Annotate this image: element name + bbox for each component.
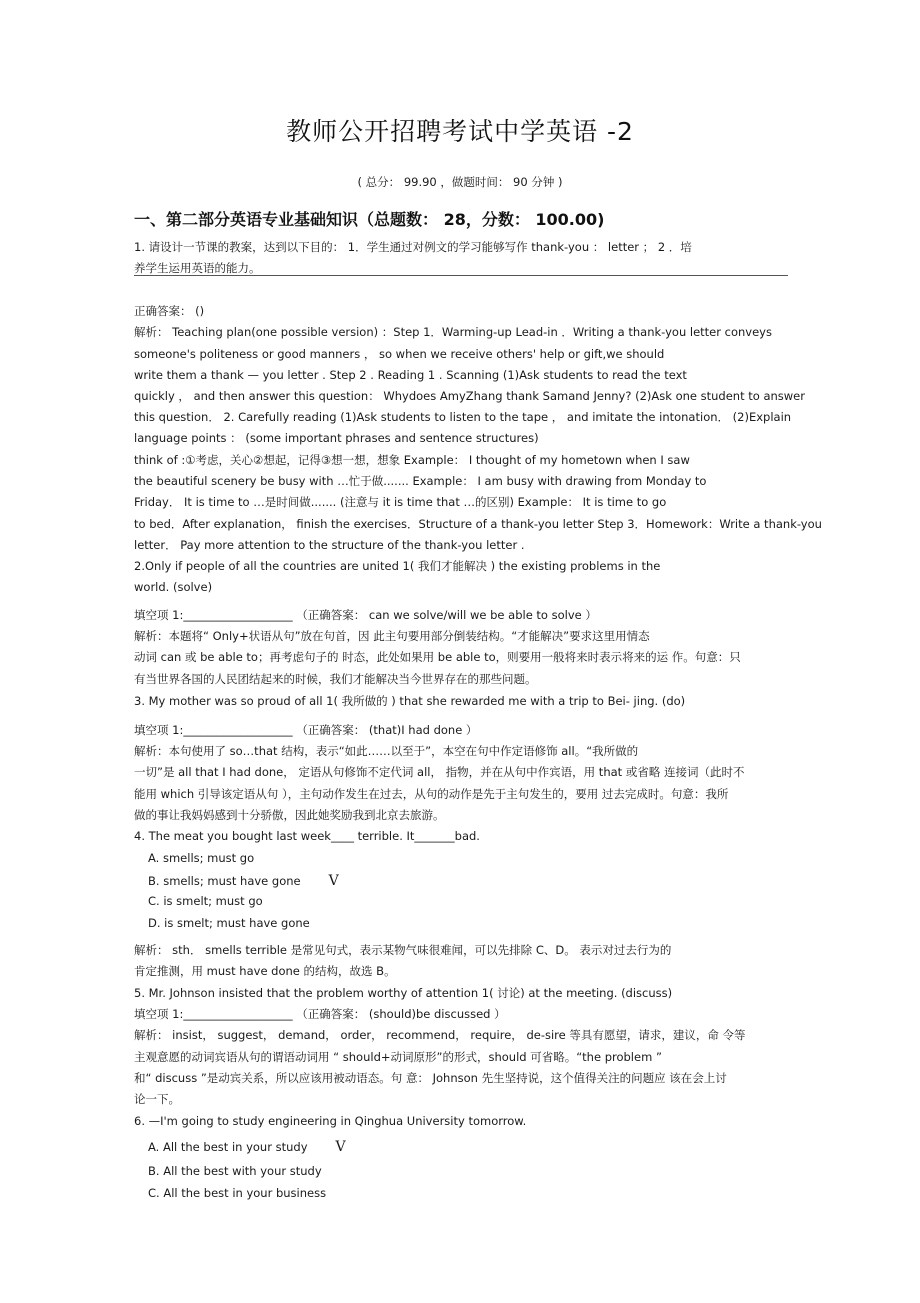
text-line: 肯定推测，用 must have done 的结构，故选 B。 <box>134 964 396 978</box>
text-line: 解析： insist， suggest， demand， order， recommend， require， de-sire 等具有愿望，请求，建议，命 令等 <box>134 1028 746 1042</box>
text-line: think of :①考虑，关心②想起，记得③想一想，想象 Example： I thought of my hometown when I saw <box>134 453 690 467</box>
text-line: 解析： Teaching plan(one possible version) ：Step 1．Warming-up Lead-in ．Writing a thank-you letter conveys <box>134 325 772 339</box>
text-line: 一切”是 all that I had done， 定语从句修饰不定代词 all， 指物，并在从句中作宾语，用 that 或省略 连接词（此时不 <box>134 765 745 779</box>
option-item <box>148 894 788 908</box>
text-line: 有当世界各国的人民团结起来的时候，我们才能解决当今世界存在的那些问题。 <box>134 672 537 686</box>
text-line: someone's politeness or good manners ， so when we receive others' help or gift,we should <box>134 347 665 361</box>
option-item <box>148 1186 788 1200</box>
text-line: 2.Only if people of all the countries are united 1( 我们才能解决 ) the existing problems in the <box>134 559 661 573</box>
text-line: 5. Mr. Johnson insisted that the problem worthy of attention 1( 讨论) at the meeting. (discuss) <box>134 986 673 1000</box>
text-line: 填空项 1:___________________ （正确答案： (should)be discussed ） <box>134 1007 506 1021</box>
text-line: quickly ， and then answer this question： Whydoes AmyZhang thank Samand Jenny? (2)Ask one student to answer <box>134 389 805 403</box>
text-line: language points ： (some important phrases and sentence structures) <box>134 431 539 445</box>
text-line: 和“ discuss ”是动宾关系，所以应该用被动语态。句 意： Johnson 先生坚持说，这个值得关注的问题应 该在会上讨 <box>134 1071 727 1085</box>
text-line: the beautiful scenery be busy with …忙于做....... Example： I am busy with drawing from Monday to <box>134 474 707 488</box>
option-text: B. smells; must have gone <box>148 874 301 888</box>
option-item <box>148 916 788 930</box>
section-heading: 一、第二部分英语专业基础知识（总题数： 28，分数： 100.00) <box>134 210 605 229</box>
text-line: 论一下。 <box>134 1092 180 1106</box>
text-line: to bed．After explanation， finish the exercises．Structure of a thank-you letter Step 3．Homework：Write a thank-you <box>134 517 822 531</box>
exam-info: ( 总分： 99.90 ，做题时间： 90 分钟 ) <box>357 175 563 189</box>
option-text: D. is smelt; must have gone <box>148 916 310 930</box>
text-line: 主观意愿的动词宾语从句的谓语动词用 “ should+动词原形”的形式，should 可省略。“the problem ” <box>134 1050 662 1064</box>
option-item <box>148 1164 788 1178</box>
text-line: 3. My mother was so proud of all 1( 我所做的 ) that she rewarded me with a trip to Bei- jing. (do) <box>134 694 686 708</box>
text-line: 做的事让我妈妈感到十分骄傲，因此她奖励我到北京去旅游。 <box>134 808 445 822</box>
option-item <box>148 874 788 888</box>
option-text: C. All the best in your business <box>148 1186 327 1200</box>
text-line: world. (solve) <box>134 580 213 594</box>
page-title: 教师公开招聘考试中学英语 -2 <box>286 117 634 146</box>
text-line: 6. —I'm going to study engineering in Qinghua University tomorrow. <box>134 1114 527 1128</box>
option-text: C. is smelt; must go <box>148 894 263 908</box>
text-line: 1. 请设计一节课的教案，达到以下目的： 1．学生通过对例文的学习能够写作 thank-you ： letter ； 2 ．培 <box>134 240 692 254</box>
correct-mark: V <box>335 1139 346 1155</box>
text-line: letter． Pay more attention to the structure of the thank-you letter . <box>134 538 525 552</box>
text-line: 填空项 1:___________________ （正确答案： (that)I had done ） <box>134 723 478 737</box>
correct-mark: V <box>328 873 339 889</box>
option-item <box>148 1140 788 1154</box>
text-line: 养学生运用英语的能力。 <box>134 261 261 275</box>
text-line: write them a thank — you letter . Step 2 . Reading 1 . Scanning (1)Ask students to read the text <box>134 368 687 382</box>
text-line: 动词 can 或 be able to；再考虑句子的 时态，此处如果用 be able to，则要用一般将来时表示将来的运 作。句意：只 <box>134 650 741 664</box>
option-text: A. smells; must go <box>148 851 255 865</box>
option-text: B. All the best with your study <box>148 1164 322 1178</box>
text-line: 解析：本句使用了 so…that 结构，表示“如此……以至于”，本空在句中作定语修饰 all。“我所做的 <box>134 744 639 758</box>
text-line: 能用 which 引导该定语从句 ），主句动作发生在过去，从句的动作是先于主句发生的，要用 过去完成时。句意：我所 <box>134 787 729 801</box>
option-item <box>148 851 788 865</box>
text-line: 解析： sth． smells terrible 是常见句式，表示某物气味很难闻，可以先排除 C、D。 表示对过去行为的 <box>134 943 672 957</box>
divider <box>134 275 788 276</box>
text-line: 填空项 1:___________________ （正确答案： can we solve/will we be able to solve ） <box>134 608 597 622</box>
text-line: Friday． It is time to …是时间做....... (注意与 it is time that …的区别) Example： It is time to go <box>134 495 667 509</box>
option-text: A. All the best in your study <box>148 1140 308 1154</box>
text-line: 解析：本题将“ Only+状语从句”放在句首，因 此主句要用部分倒装结构。“才能解决”要求这里用情态 <box>134 629 650 643</box>
text-line: 正确答案： () <box>134 304 205 318</box>
text-line: 4. The meat you bought last week____ terrible. It_______bad. <box>134 829 480 843</box>
text-line: this question． 2. Carefully reading (1)Ask students to listen to the tape ， and imitate the intonation． (2)Explain <box>134 410 792 424</box>
